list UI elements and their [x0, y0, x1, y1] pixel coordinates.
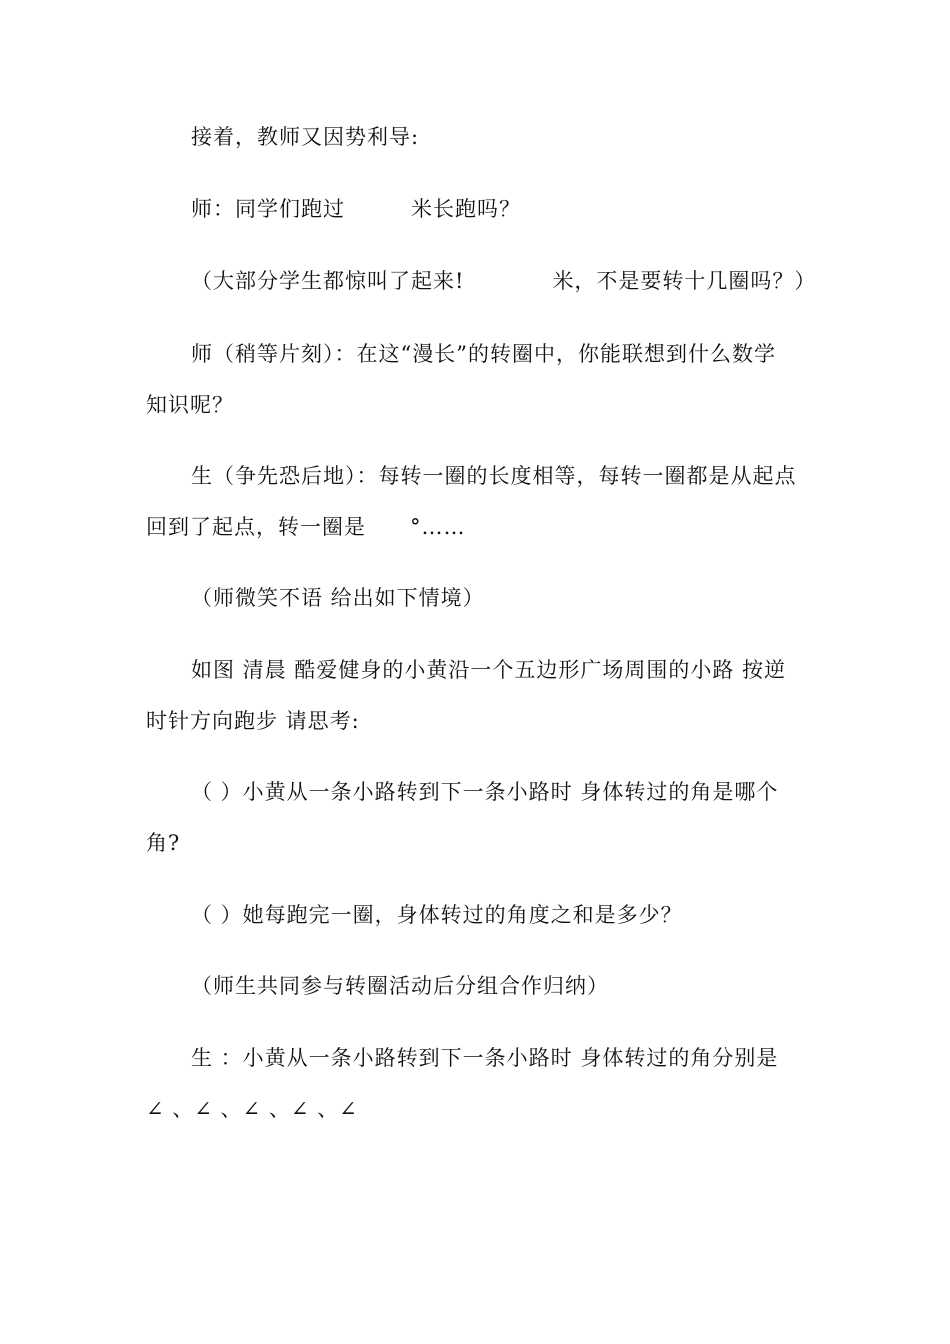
question-one-line1: （ ）小黄从一条小路转到下一条小路时 身体转过的角是哪个 [191, 780, 779, 804]
paragraph-students-exclaim: （大部分学生都惊叫了起来! 米，不是要转十几圈吗？） [191, 269, 817, 293]
paragraph-problem-line1: 如图 清晨 酷爱健身的小黄沿一个五边形广场周围的小路 按逆 [191, 658, 787, 682]
paragraph-student-angles-line2: ∠ 、∠ 、∠ 、∠ 、∠ [146, 1097, 358, 1121]
paragraph-student-angles-line1: 生 ：小黄从一条小路转到下一条小路时 身体转过的角分别是 [191, 1046, 779, 1070]
paragraph-teacher-scenario: （师微笑不语 给出如下情境） [191, 586, 485, 610]
paragraph-teacher-question: 师：同学们跑过 米长跑吗？ [191, 197, 521, 221]
paragraph-student-answer-line2: 回到了起点，转一圈是 °…… [146, 515, 466, 539]
paragraph-teacher-prompt-line1: 师（稍等片刻）：在这“漫长”的转圈中，你能联想到什么数学 [191, 342, 776, 366]
paragraph-teacher-prompt-line2: 知识呢？ [146, 393, 234, 417]
paragraph-intro: 接着，教师又因势利导: [191, 125, 420, 149]
paragraph-group-activity: （师生共同参与转圈活动后分组合作归纳） [191, 974, 609, 998]
question-one-line2: 角? [146, 831, 181, 855]
paragraph-problem-line2: 时针方向跑步 请思考: [146, 709, 360, 733]
question-two: （ ）她每跑完一圈，身体转过的角度之和是多少？ [191, 903, 683, 927]
paragraph-student-answer-line1: 生（争先恐后地）：每转一圈的长度相等，每转一圈都是从起点 [191, 464, 797, 488]
